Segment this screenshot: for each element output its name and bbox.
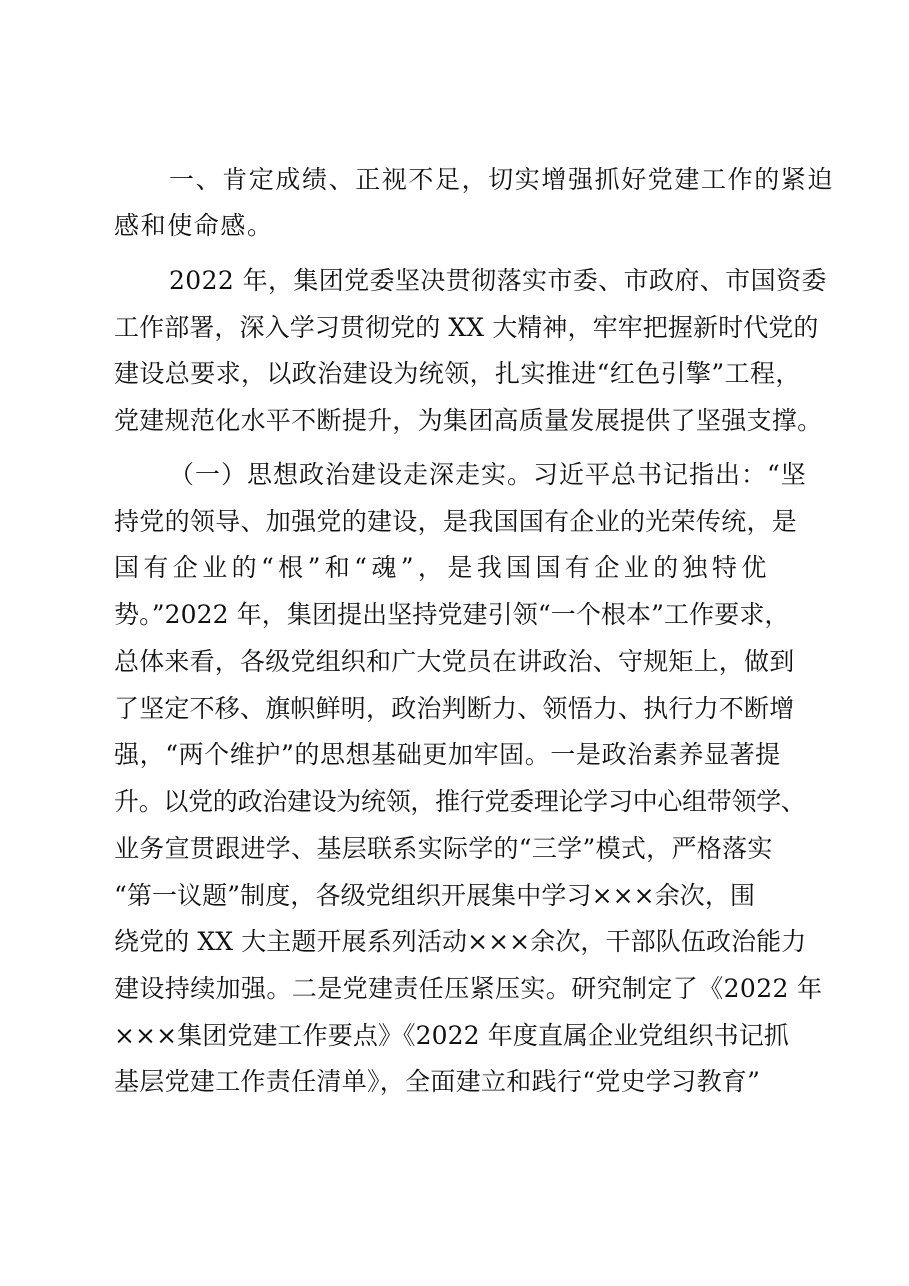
paragraph-2-line-4: 势。”2022 年，集团提出坚持党建引领“一个根本”工作要求， <box>114 600 790 629</box>
paragraph-2-line-10: “第一议题”制度，各级党组织开展集中学习×××余次，围 <box>114 881 756 910</box>
paragraph-2-line-3: 国有企业的“根”和“魂”，是我国国有企业的独特优 <box>114 553 771 582</box>
paragraph-2-line-5: 总体来看，各级党组织和广大党员在讲政治、守规矩上，做到 <box>114 647 795 676</box>
paragraph-2-line-11: 绕党的 XX 大主题开展系列活动×××余次，干部队伍政治能力 <box>114 927 807 956</box>
heading-line-1: 一、肯定成绩、正视不足，切实增强抓好党建工作的紧迫 <box>169 165 835 194</box>
heading-line-2: 感和使命感。 <box>114 211 274 240</box>
paragraph-1-line-4: 党建规范化水平不断提升，为集团高质量发展提供了坚强支撑。 <box>114 406 823 435</box>
paragraph-1-line-1: 2022 年，集团党委坚决贯彻落实市委、市政府、市国资委 <box>169 266 827 295</box>
paragraph-2-line-14: 基层党建工作责任清单》，全面建立和践行“党史学习教育” <box>114 1067 761 1096</box>
paragraph-2-line-8: 升。以党的政治建设为统领，推行党委理论学习中心组带领学、 <box>114 787 806 816</box>
paragraph-2-line-7: 强，“两个维护”的思想基础更加牢固。一是政治素养显著提 <box>114 740 781 769</box>
paragraph-2-line-2: 持党的领导、加强党的建设，是我国国有企业的光荣传统，是 <box>114 507 798 536</box>
paragraph-2-line-13: ×××集团党建工作要点》《2022 年度直属企业党组织书记抓 <box>114 1021 789 1050</box>
paragraph-2-line-1: （一）思想政治建设走深走实。习近平总书记指出：“坚 <box>169 460 807 489</box>
paragraph-2-line-6: 了坚定不移、旗帜鲜明，政治判断力、领悟力、执行力不断增 <box>114 694 795 723</box>
paragraph-1-line-2: 工作部署，深入学习贯彻党的 XX 大精神，牢牢把握新时代党的 <box>114 313 819 342</box>
paragraph-1-line-3: 建设总要求，以政治建设为统领，扎实推进“红色引擎”工程， <box>114 359 801 388</box>
paragraph-2-line-9: 业务宣贯跟进学、基层联系实际学的“三学”模式，严格落实 <box>114 834 773 863</box>
paragraph-2-line-12: 建设持续加强。二是党建责任压紧压实。研究制定了《2022 年 <box>114 974 823 1003</box>
